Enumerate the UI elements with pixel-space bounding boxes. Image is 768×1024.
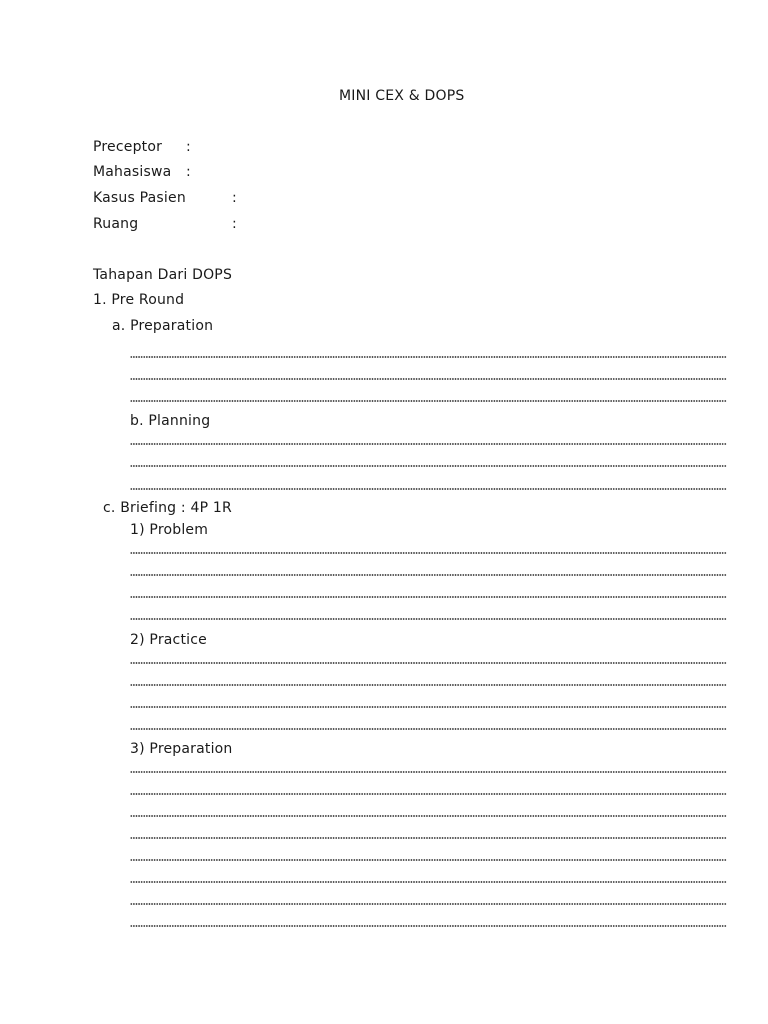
dotted-line [130, 925, 727, 927]
item-problem: 1) Problem [130, 522, 209, 538]
dotted-line [130, 859, 727, 861]
sub-planning: b. Planning [130, 413, 211, 429]
sub-briefing: c. Briefing : 4P 1R [103, 500, 232, 516]
dotted-line [130, 662, 727, 664]
dotted-line [130, 443, 727, 445]
dotted-line [130, 728, 727, 730]
section-title: Tahapan Dari DOPS [93, 267, 233, 283]
field-label-kasus-pasien: Kasus Pasien [93, 190, 186, 206]
dotted-line [130, 574, 727, 576]
dotted-line [130, 881, 727, 883]
field-colon-kasus-pasien: : [232, 190, 237, 206]
dotted-line [130, 793, 727, 795]
dotted-line [130, 771, 727, 773]
dotted-line [130, 400, 727, 402]
document-title: MINI CEX & DOPS [339, 88, 465, 104]
dotted-line [130, 684, 727, 686]
dotted-line [130, 706, 727, 708]
sub-preparation: a. Preparation [112, 318, 214, 334]
dotted-line [130, 618, 727, 620]
dotted-line [130, 465, 727, 467]
dotted-line [130, 837, 727, 839]
item-practice: 2) Practice [130, 632, 207, 648]
item-preparation: 3) Preparation [130, 741, 233, 757]
dotted-line [130, 488, 727, 490]
dotted-line [130, 903, 727, 905]
field-colon-preceptor: : [186, 139, 191, 155]
dotted-line [130, 356, 727, 358]
field-label-preceptor: Preceptor [93, 139, 163, 155]
field-label-ruang: Ruang [93, 216, 139, 232]
field-colon-ruang: : [232, 216, 237, 232]
step-pre-round: 1. Pre Round [93, 292, 185, 308]
dotted-line [130, 378, 727, 380]
field-label-mahasiswa: Mahasiswa [93, 164, 172, 180]
dotted-line [130, 596, 727, 598]
dotted-line [130, 815, 727, 817]
dotted-line [130, 552, 727, 554]
field-colon-mahasiswa: : [186, 164, 191, 180]
